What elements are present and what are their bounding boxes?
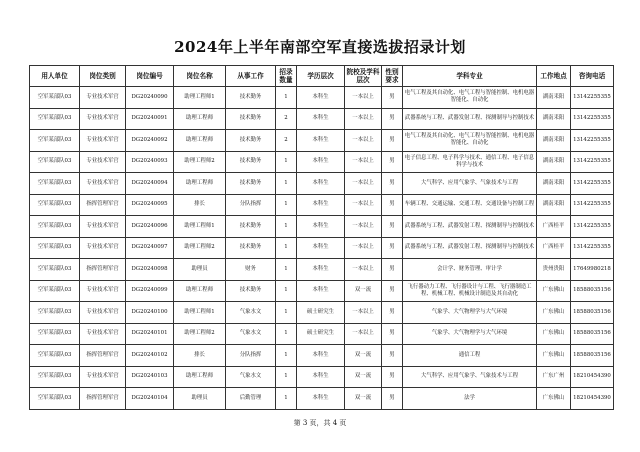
cell-major: 武器系统与工程、武器发射工程、探测制导与控制技术 (403, 216, 537, 238)
cell-category: 专业技术军官 (80, 108, 126, 130)
cell-unit: 空军某部队03 (30, 237, 80, 259)
cell-work: 技术勤务 (226, 280, 276, 302)
cell-gender: 男 (382, 194, 403, 216)
table-row (30, 194, 614, 216)
cell-work: 分队指挥 (226, 345, 276, 367)
cell-work: 技术勤务 (226, 173, 276, 195)
cell-major: 气象学、大气物理学与大气环境 (403, 302, 537, 324)
cell-code: DG20240093 (126, 151, 174, 173)
cell-major: 武器系统与工程、武器发射工程、探测制导与控制技术 (403, 237, 537, 259)
cell-gender: 男 (382, 151, 403, 173)
cell-count: 2 (276, 108, 297, 130)
cell-category: 专业技术军官 (80, 237, 126, 259)
table-row (30, 259, 614, 281)
column-header: 用人单位 (30, 66, 80, 87)
cell-location: 广东佛山 (537, 280, 571, 302)
cell-location: 广东佛山 (537, 388, 571, 410)
cell-phone: 18588035156 (571, 323, 614, 345)
cell-unit: 空军某部队03 (30, 388, 80, 410)
table-row (30, 302, 614, 324)
cell-phone: 13142255355 (571, 216, 614, 238)
cell-work: 财务 (226, 259, 276, 281)
page-footer: 第 3 页，共 4 页 (293, 419, 347, 427)
column-header: 岗位类别 (80, 66, 126, 87)
cell-phone: 13142255355 (571, 108, 614, 130)
cell-phone: 13142255355 (571, 130, 614, 152)
cell-phone: 18210454390 (571, 388, 614, 410)
table-row (30, 237, 614, 259)
cell-unit: 空军某部队03 (30, 323, 80, 345)
cell-count: 1 (276, 366, 297, 388)
cell-unit: 空军某部队03 (30, 194, 80, 216)
cell-gender: 男 (382, 259, 403, 281)
cell-count: 1 (276, 237, 297, 259)
cell-major: 会计学、财务管理、审计学 (403, 259, 537, 281)
cell-education: 本科生 (297, 151, 345, 173)
cell-category: 专业技术军官 (80, 280, 126, 302)
cell-position-name: 助理工程师1 (174, 216, 226, 238)
cell-location: 广西桂平 (537, 237, 571, 259)
column-header: 学历层次 (297, 66, 345, 87)
cell-position-name: 助理工程师 (174, 130, 226, 152)
cell-unit: 空军某部队03 (30, 173, 80, 195)
cell-location: 湖南耒阳 (537, 108, 571, 130)
cell-position-name: 助理工程师2 (174, 237, 226, 259)
table-row (30, 173, 614, 195)
cell-school-level: 双一流 (345, 280, 382, 302)
cell-code: DG20240103 (126, 366, 174, 388)
cell-major: 法学 (403, 388, 537, 410)
column-header: 工作地点 (537, 66, 571, 87)
cell-code: DG20240090 (126, 87, 174, 109)
cell-work: 气象水文 (226, 302, 276, 324)
cell-major: 电子信息工程、电子科学与技术、通信工程、电子信息科学与技术 (403, 151, 537, 173)
cell-location: 广东广州 (537, 366, 571, 388)
cell-code: DG20240101 (126, 323, 174, 345)
cell-location: 广东佛山 (537, 345, 571, 367)
cell-school-level: 一本以上 (345, 302, 382, 324)
cell-category: 指挥管理军官 (80, 345, 126, 367)
cell-location: 湖南耒阳 (537, 130, 571, 152)
cell-unit: 空军某部队03 (30, 130, 80, 152)
cell-work: 技术勤务 (226, 216, 276, 238)
cell-code: DG20240094 (126, 173, 174, 195)
cell-count: 1 (276, 194, 297, 216)
cell-location: 广东佛山 (537, 323, 571, 345)
cell-education: 本科生 (297, 194, 345, 216)
cell-education: 本科生 (297, 280, 345, 302)
cell-major: 车辆工程、交通运输、交通工程、交通设备与控制工程 (403, 194, 537, 216)
cell-count: 1 (276, 323, 297, 345)
cell-school-level: 一本以上 (345, 259, 382, 281)
cell-major: 飞行器动力工程、飞行器设计与工程、飞行器制造工程、机械工程、机械设计制造及其自动化 (403, 280, 537, 302)
cell-phone: 18210454390 (571, 366, 614, 388)
cell-education: 本科生 (297, 259, 345, 281)
cell-school-level: 一本以上 (345, 216, 382, 238)
cell-major: 气象学、大气物理学与大气环境 (403, 323, 537, 345)
column-header: 性别要求 (382, 66, 403, 87)
cell-code: DG20240104 (126, 388, 174, 410)
cell-education: 本科生 (297, 87, 345, 109)
cell-unit: 空军某部队03 (30, 366, 80, 388)
cell-major: 武器系统与工程、武器发射工程、探测制导与控制技术 (403, 108, 537, 130)
table-row (30, 345, 614, 367)
cell-work: 后勤管理 (226, 388, 276, 410)
cell-gender: 男 (382, 130, 403, 152)
cell-phone: 18588035156 (571, 280, 614, 302)
cell-work: 技术勤务 (226, 151, 276, 173)
table-row (30, 388, 614, 410)
cell-location: 广西桂平 (537, 216, 571, 238)
cell-location: 湖南耒阳 (537, 151, 571, 173)
cell-gender: 男 (382, 366, 403, 388)
cell-code: DG20240096 (126, 216, 174, 238)
cell-position-name: 助理工程师 (174, 108, 226, 130)
cell-position-name: 排长 (174, 345, 226, 367)
cell-work: 气象水文 (226, 323, 276, 345)
cell-position-name: 助理员 (174, 259, 226, 281)
cell-count: 1 (276, 173, 297, 195)
recruitment-table (29, 65, 614, 410)
table-header-row (30, 66, 614, 87)
cell-unit: 空军某部队03 (30, 108, 80, 130)
cell-phone: 18588035156 (571, 302, 614, 324)
column-header: 院校及学科层次 (345, 66, 382, 87)
cell-count: 1 (276, 216, 297, 238)
column-header: 学科专业 (403, 66, 537, 87)
cell-school-level: 一本以上 (345, 108, 382, 130)
cell-position-name: 排长 (174, 194, 226, 216)
cell-count: 1 (276, 302, 297, 324)
cell-gender: 男 (382, 87, 403, 109)
cell-category: 专业技术军官 (80, 366, 126, 388)
cell-code: DG20240091 (126, 108, 174, 130)
cell-code: DG20240098 (126, 259, 174, 281)
page-title: 2024年上半年南部空军直接选拔招录计划 (174, 38, 466, 56)
cell-count: 1 (276, 280, 297, 302)
cell-school-level: 一本以上 (345, 151, 382, 173)
cell-count: 1 (276, 345, 297, 367)
cell-gender: 男 (382, 345, 403, 367)
cell-code: DG20240099 (126, 280, 174, 302)
table-row (30, 151, 614, 173)
cell-school-level: 一本以上 (345, 323, 382, 345)
cell-count: 2 (276, 130, 297, 152)
cell-gender: 男 (382, 108, 403, 130)
cell-phone: 18588035156 (571, 345, 614, 367)
cell-school-level: 一本以上 (345, 173, 382, 195)
table-row (30, 130, 614, 152)
cell-education: 本科生 (297, 173, 345, 195)
cell-count: 1 (276, 388, 297, 410)
cell-position-name: 助理工程师2 (174, 151, 226, 173)
cell-category: 专业技术军官 (80, 87, 126, 109)
cell-education: 本科生 (297, 216, 345, 238)
cell-school-level: 一本以上 (345, 130, 382, 152)
cell-position-name: 助理员 (174, 388, 226, 410)
cell-major: 电气工程及其自动化、电气工程与智能控制、电机电器智能化、自动化 (403, 130, 537, 152)
cell-category: 专业技术军官 (80, 130, 126, 152)
cell-position-name: 助理工程师 (174, 366, 226, 388)
cell-major: 大气科学、应用气象学、气象技术与工程 (403, 366, 537, 388)
cell-work: 技术勤务 (226, 108, 276, 130)
cell-location: 湖南耒阳 (537, 173, 571, 195)
column-header: 岗位名称 (174, 66, 226, 87)
cell-education: 硕士研究生 (297, 302, 345, 324)
table-row (30, 87, 614, 109)
cell-count: 1 (276, 151, 297, 173)
cell-category: 指挥管理军官 (80, 388, 126, 410)
cell-major: 通信工程 (403, 345, 537, 367)
cell-position-name: 助理工程师 (174, 173, 226, 195)
cell-code: DG20240097 (126, 237, 174, 259)
cell-school-level: 双一流 (345, 366, 382, 388)
cell-work: 气象水文 (226, 366, 276, 388)
cell-count: 1 (276, 259, 297, 281)
table-row (30, 366, 614, 388)
cell-education: 本科生 (297, 108, 345, 130)
cell-school-level: 双一流 (345, 345, 382, 367)
cell-location: 湖南耒阳 (537, 194, 571, 216)
cell-unit: 空军某部队03 (30, 216, 80, 238)
cell-major: 大气科学、应用气象学、气象技术与工程 (403, 173, 537, 195)
column-header: 从事工作 (226, 66, 276, 87)
cell-location: 湖南耒阳 (537, 87, 571, 109)
table-row (30, 280, 614, 302)
cell-count: 1 (276, 87, 297, 109)
cell-gender: 男 (382, 302, 403, 324)
cell-gender: 男 (382, 173, 403, 195)
cell-code: DG20240092 (126, 130, 174, 152)
cell-work: 技术勤务 (226, 130, 276, 152)
cell-gender: 男 (382, 237, 403, 259)
cell-phone: 13142255355 (571, 194, 614, 216)
cell-category: 专业技术军官 (80, 173, 126, 195)
table-row (30, 323, 614, 345)
cell-gender: 男 (382, 216, 403, 238)
cell-major: 电气工程及其自动化、电气工程与智能控制、电机电器智能化、自动化 (403, 87, 537, 109)
cell-gender: 男 (382, 280, 403, 302)
table-row (30, 216, 614, 238)
cell-school-level: 双一流 (345, 388, 382, 410)
cell-gender: 男 (382, 323, 403, 345)
cell-gender: 男 (382, 388, 403, 410)
cell-unit: 空军某部队03 (30, 280, 80, 302)
cell-position-name: 助理工程师2 (174, 323, 226, 345)
cell-school-level: 一本以上 (345, 237, 382, 259)
cell-unit: 空军某部队03 (30, 302, 80, 324)
cell-unit: 空军某部队03 (30, 87, 80, 109)
cell-code: DG20240095 (126, 194, 174, 216)
cell-phone: 13142255355 (571, 87, 614, 109)
cell-phone: 13142255355 (571, 151, 614, 173)
cell-work: 技术勤务 (226, 87, 276, 109)
cell-position-name: 助理工程师 (174, 280, 226, 302)
cell-school-level: 一本以上 (345, 87, 382, 109)
cell-work: 分队指挥 (226, 194, 276, 216)
cell-location: 广东佛山 (537, 302, 571, 324)
column-header: 咨询电话 (571, 66, 614, 87)
cell-work: 技术勤务 (226, 237, 276, 259)
cell-category: 专业技术军官 (80, 302, 126, 324)
cell-position-name: 助理工程师1 (174, 87, 226, 109)
cell-phone: 17649980218 (571, 259, 614, 281)
cell-code: DG20240102 (126, 345, 174, 367)
cell-unit: 空军某部队03 (30, 151, 80, 173)
cell-phone: 13142255355 (571, 237, 614, 259)
cell-position-name: 助理工程师1 (174, 302, 226, 324)
column-header: 岗位编号 (126, 66, 174, 87)
cell-category: 指挥管理军官 (80, 194, 126, 216)
cell-phone: 13142255355 (571, 173, 614, 195)
cell-education: 本科生 (297, 130, 345, 152)
cell-education: 硕士研究生 (297, 323, 345, 345)
cell-category: 专业技术军官 (80, 216, 126, 238)
cell-code: DG20240100 (126, 302, 174, 324)
cell-education: 本科生 (297, 388, 345, 410)
cell-education: 本科生 (297, 366, 345, 388)
cell-unit: 空军某部队03 (30, 345, 80, 367)
cell-education: 本科生 (297, 237, 345, 259)
column-header: 招录数量 (276, 66, 297, 87)
cell-category: 专业技术军官 (80, 323, 126, 345)
cell-education: 本科生 (297, 345, 345, 367)
cell-category: 指挥管理军官 (80, 259, 126, 281)
cell-location: 贵州贵阳 (537, 259, 571, 281)
table-row (30, 108, 614, 130)
cell-category: 专业技术军官 (80, 151, 126, 173)
cell-school-level: 一本以上 (345, 194, 382, 216)
cell-unit: 空军某部队03 (30, 259, 80, 281)
